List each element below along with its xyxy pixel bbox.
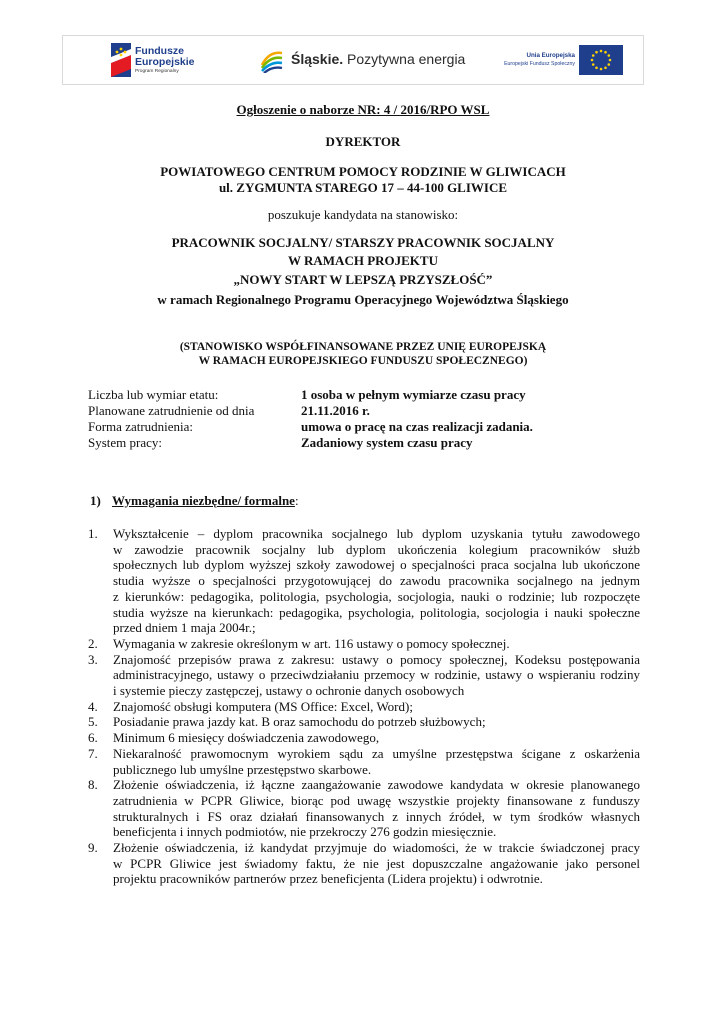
info-row bbox=[88, 419, 648, 435]
info-row bbox=[88, 387, 648, 403]
seeking-text: poszukuje kandydata na stanowisko: bbox=[267, 207, 459, 222]
list-item bbox=[88, 746, 640, 777]
list-item-text bbox=[113, 840, 640, 887]
slaskie-mark-icon bbox=[259, 47, 285, 73]
list-item-line: i systemie pieczy zastępczej, ustawy o ochronie danych osobowych bbox=[113, 683, 465, 699]
list-item-line: w PCPR Gliwice jest świadomy faktu, że nie jest dopuszczalne angażowanie jako personel bbox=[113, 855, 640, 871]
info-value: 1 osoba w pełnym wymiarze czasu pracy bbox=[301, 387, 526, 402]
eu-flag-icon bbox=[579, 45, 623, 75]
info-value: umowa o pracę na czas realizacji zadania. bbox=[301, 419, 533, 434]
list-item bbox=[88, 777, 640, 840]
list-item-text bbox=[113, 636, 640, 652]
fundusze-europejskie-logo bbox=[111, 43, 211, 79]
list-item-line: projektu pracowników partnerów przez beneficjenta (Lidera projektu) i odwrotnie. bbox=[113, 871, 543, 887]
list-item-line: zatrudnienia w PCPR Gliwice, biorąc pod uwagę wszystkie projekty finansowane z funduszy bbox=[113, 792, 640, 808]
section-title-suffix: : bbox=[294, 493, 299, 508]
list-item-text bbox=[113, 746, 640, 777]
list-item-number: 7. bbox=[88, 745, 98, 761]
list-item-text bbox=[113, 652, 640, 699]
ue-logo-line2: Europejski Fundusz Społeczny bbox=[504, 61, 575, 67]
cofinance-note-line2: W RAMACH EUROPEJSKIEGO FUNDUSZU SPOŁECZNEGO) bbox=[198, 355, 528, 367]
list-item-line: administracyjnego, ustawy o przeciwdziałaniu przemocy w rodzinie, ustawy o wspieraniu rodziny bbox=[113, 667, 640, 683]
program-name: w ramach Regionalnego Programu Operacyjnego Województwa Śląskiego bbox=[157, 292, 569, 307]
list-item-line: studia wyższe o specjalności przygotowującej do zawodu pracownika socjalnego na jednym bbox=[113, 573, 640, 589]
list-item-number: 5. bbox=[88, 714, 98, 730]
list-item-line: Posiadanie prawa jazdy kat. B oraz samochodu do potrzeb służbowych; bbox=[113, 714, 486, 730]
list-item-line: Znajomość przepisów prawa z zakresu: ustawy o pomocy społecznej, Kodeksu postępowania bbox=[113, 651, 640, 667]
list-item-number: 2. bbox=[88, 635, 98, 651]
list-item-number: 1. bbox=[88, 526, 98, 541]
info-value: Zadaniowy system czasu pracy bbox=[301, 435, 473, 450]
list-item-line: publicznego lub umyślne przestępstwo skarbowe. bbox=[113, 761, 372, 777]
list-item bbox=[88, 636, 640, 652]
info-label: System pracy: bbox=[88, 435, 163, 450]
fe-logo-line1: Fundusze bbox=[135, 45, 184, 57]
list-item-line: społecznych lub dyplom wyższej szkoły zawodowej o specjalności praca socjalna lub ukończone bbox=[113, 557, 640, 573]
info-value: 21.11.2016 r. bbox=[301, 403, 370, 418]
fe-logo-line3: Program Regionalny bbox=[135, 69, 179, 74]
fe-flag-icon bbox=[111, 43, 131, 77]
list-item-text bbox=[113, 730, 640, 746]
info-row bbox=[88, 403, 648, 419]
slaskie-logo bbox=[259, 46, 469, 76]
list-item-line: Znajomość obsługi komputera (MS Office: Excel, Word); bbox=[113, 698, 413, 714]
list-item-number: 8. bbox=[88, 777, 98, 793]
section-title: Wymagania niezbędne/ formalne bbox=[112, 493, 295, 508]
list-item-line: Złożenie oświadczenia, iż kandydat przyjmuje do wiadomości, że w trakcie świadczonej pracy bbox=[113, 840, 640, 856]
info-row bbox=[88, 435, 648, 451]
list-item bbox=[88, 526, 640, 636]
list-item-line: studia wyższe na kierunkach: pedagogika, psychologia, politologia, socjologia i nauki społeczne bbox=[113, 604, 640, 620]
section-heading bbox=[90, 493, 299, 509]
fe-logo-line2: Europejskie bbox=[135, 56, 195, 68]
list-item-line: Wykształcenie – dyplom pracownika socjalnego lub dyplom uzyskania tytułu zawodowego bbox=[113, 526, 640, 541]
announcement-title: Ogłoszenie o naborze NR: 4 / 2016/RPO WSL bbox=[236, 102, 490, 117]
ue-logo-line1: Unia Europejska bbox=[526, 52, 575, 59]
requirements-list bbox=[88, 526, 640, 887]
list-item-line: Wymagania w zakresie określonym w art. 116 ustawy o pomocy społecznej. bbox=[113, 635, 510, 651]
list-item bbox=[88, 730, 640, 746]
list-item-line: strukturalnych i FS oraz działań finansowanych z innych źródeł, w tym środków własnych bbox=[113, 808, 640, 824]
slaskie-name: Śląskie. bbox=[291, 51, 344, 67]
employment-info-table bbox=[88, 387, 648, 451]
position-project-label: W RAMACH PROJEKTU bbox=[288, 253, 438, 268]
list-item-text bbox=[113, 714, 640, 730]
info-label: Planowane zatrudnienie od dnia bbox=[88, 403, 255, 418]
list-item-number: 3. bbox=[88, 651, 98, 667]
list-item-line: Minimum 6 miesięcy doświadczenia zawodowego, bbox=[113, 730, 380, 746]
list-item bbox=[88, 699, 640, 715]
list-item-number: 9. bbox=[88, 840, 98, 856]
list-item-text bbox=[113, 699, 640, 715]
unia-europejska-logo bbox=[471, 45, 621, 77]
list-item-line: Złożenie oświadczenia, iż łączne zaangażowanie zawodowe kandydata w okresie planowanego bbox=[113, 777, 640, 793]
list-item-line: w zawodzie pracownik socjalny lub dyplom ukończenia kolegium pracowników służb bbox=[113, 541, 640, 557]
info-label: Forma zatrudnienia: bbox=[88, 419, 194, 434]
list-item-line: z kierunków: pedagogika, politologia, psychologia, socjologia, nauki o rodzinie; lub rozpoczęte bbox=[113, 588, 640, 604]
organization-address: ul. ZYGMUNTA STAREGO 17 – 44-100 GLIWICE bbox=[218, 180, 508, 195]
list-item bbox=[88, 714, 640, 730]
list-item-line: przed dniem 1 maja 2004r.; bbox=[113, 620, 256, 636]
cofinance-note-line1: (STANOWISKO WSPÓŁFINANSOWANE PRZEZ UNIĘ EUROPEJSKĄ bbox=[179, 341, 547, 353]
header-logo-bar bbox=[62, 35, 644, 85]
position-title: PRACOWNIK SOCJALNY/ STARSZY PRACOWNIK SOCJALNY bbox=[171, 235, 555, 250]
list-item bbox=[88, 840, 640, 887]
organization-name: POWIATOWEGO CENTRUM POMOCY RODZINIE W GLIWICACH bbox=[160, 164, 566, 179]
info-label: Liczba lub wymiar etatu: bbox=[88, 387, 219, 402]
list-item-number: 6. bbox=[88, 730, 98, 746]
list-item-number: 4. bbox=[88, 698, 98, 714]
list-item bbox=[88, 652, 640, 699]
director-heading: DYREKTOR bbox=[325, 134, 401, 149]
list-item-line: beneficjenta i innych podmiotów, nie przekroczy 276 godzin miesięcznie. bbox=[113, 824, 497, 840]
list-item-text bbox=[113, 526, 640, 636]
section-number: 1) bbox=[90, 493, 101, 508]
project-name: „NOWY START W LEPSZĄ PRZYSZŁOŚĆ” bbox=[233, 272, 493, 287]
slaskie-tagline: Pozytywna energia bbox=[347, 51, 466, 67]
list-item-line: Niekaralność prawomocnym wyrokiem sądu za umyślne przestępstwa ścigane z oskarżenia bbox=[113, 745, 640, 761]
list-item-text bbox=[113, 777, 640, 840]
